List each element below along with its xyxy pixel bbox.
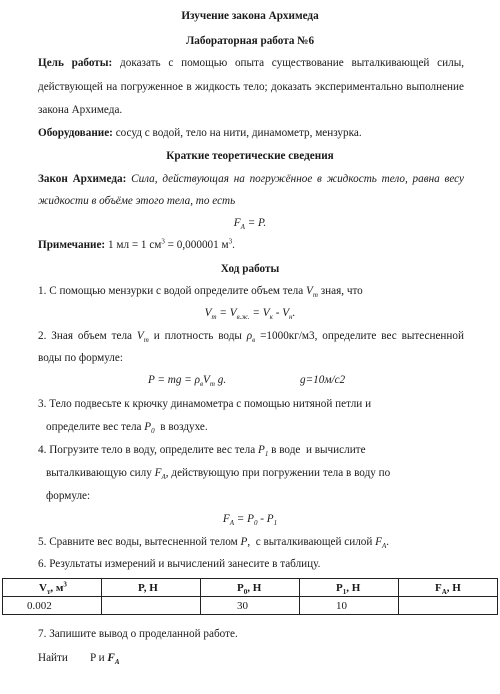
step-5: 5. Сравните вес воды, вытесненной телом P, с выталкивающей силой $F_A$. [38,536,390,551]
note: Примечание: 1 мл = 1 $см^3 = 0,000001$ $м^3$. [38,237,235,251]
find-text: P и $F_A$ [90,652,120,667]
cell-fa [399,597,498,615]
header-fa: $F_A$, Н [399,579,498,597]
step-3-line-1: 3. Тело подвесьте к крючку динамометра с помощью нитяной петли и [38,398,372,410]
step-2-formula: P = mg = $\rho_вV_т$ g. [148,374,227,389]
header-p1: $P_1$, Н [300,579,399,597]
cell-p [102,597,201,615]
lab-number: Лабораторная работа №6 [185,35,315,47]
step-1: 1. С помощью мензурки с водой определите объем тела $V_т$ зная, что [38,285,363,300]
step-3-line-2: определите вес тела $P_0$ в воздухе. [46,421,208,436]
cell-volume: 0.002 [3,597,102,615]
table-header-row [3,579,498,597]
step-2-line-2: воды по формуле: [38,352,123,364]
header-volume: $V_т$, $м^3$ [3,579,102,597]
law-formula: $F_A = P$. [233,217,267,232]
law-line-1: Закон Архимеда: Сила, действующая на погружённое в жидкость тело, равна весу [38,173,464,185]
step-4-line-2: выталкивающую силу $F_A$, действующую при погружении тела в воду по [46,467,391,482]
equipment: Оборудование: сосуд с водой, тело на нити, динамометр, мензурка. [38,127,362,139]
goal-label: Цель работы: [38,57,113,69]
step-6: 6. Результаты измерений и вычислений занесите в таблицу. [38,558,321,570]
gravity-value: g=10м/с2 [300,374,346,386]
page-title: Изучение закона Архимеда [181,10,319,22]
procedure-heading: Ход работы [220,263,280,275]
goal-line-1: Цель работы: доказать с помощью опыта существование выталкивающей силы, [38,57,465,69]
find-label: Найти [38,652,68,664]
step-7: 7. Запишите вывод о проделанной работе. [38,628,238,640]
goal-line-3: закона Архимеда. [38,104,123,116]
cell-p0: 30 [201,597,300,615]
header-p0: $P_0$, Н [201,579,300,597]
step-4-line-3: формуле: [46,490,91,502]
step-2-line-1: 2. Зная объем тела $V_т$ и плотность воды $\rho_в =1000кг/м3$, определите вес вытесненной [38,330,464,345]
header-p: P, Н [102,579,201,597]
step-1-formula: $V_т = V_{в.ж.} = V_к - V_н$. [204,307,296,322]
step-4-line-1: 4. Погрузите тело в воду, определите вес тела $P_1$ в воде и вычислите [38,444,366,459]
table-row [3,597,498,615]
step-4-formula: $F_A = P_0 - P_1$ [222,513,278,528]
law-line-2: жидкости в объёме этого тела, то есть [38,195,236,207]
cell-p1: 10 [300,597,399,615]
goal-line-2: действующей на погруженное в жидкость тело; доказать экспериментально выполнение [38,81,464,93]
results-table [2,578,498,615]
theory-heading: Краткие теоретические сведения [166,150,334,162]
